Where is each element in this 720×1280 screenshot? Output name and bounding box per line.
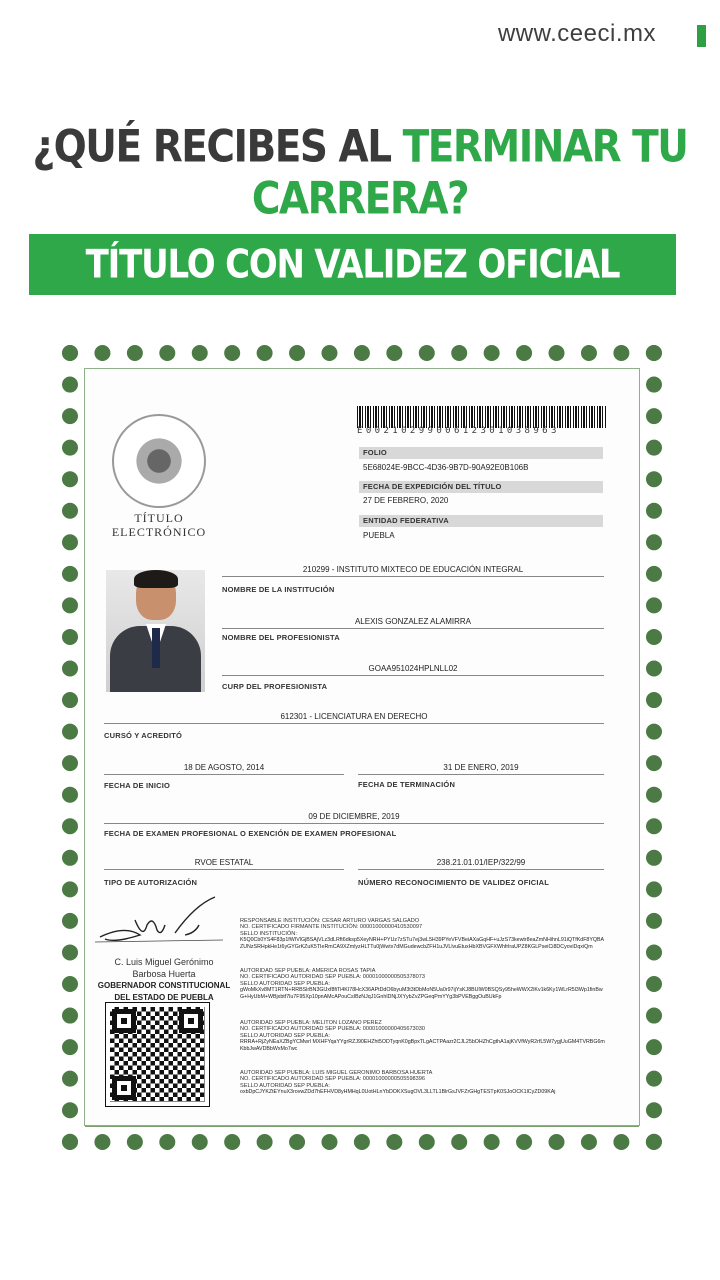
governor-signature <box>95 895 225 950</box>
banner-text: TÍTULO CON VALIDEZ OFICIAL <box>85 241 620 288</box>
seal-caption-line2: ELECTRÓNICO <box>111 525 207 539</box>
fecha-examen-label: FECHA DE EXAMEN PROFESIONAL O EXENCIÓN DE EXAMEN PROFESIONAL <box>104 829 397 838</box>
entidad-value: PUEBLA <box>363 531 395 540</box>
brand-accent-bar <box>697 25 706 47</box>
fecha-terminacion-label: FECHA DE TERMINACIÓN <box>358 780 456 789</box>
institucion-value: 210299 - INSTITUTO MIXTECO DE EDUCACIÓN INTEGRAL <box>222 565 604 577</box>
mexico-seal-icon <box>112 414 206 508</box>
institucion-label: NOMBRE DE LA INSTITUCIÓN <box>222 585 335 594</box>
seal-block-4: AUTORIDAD SEP PUEBLA: LUIS MIGUEL GERONIMO BARBOSA HUERTA NO. CERTIFICADO AUTORIDAD SEP PUEBLA: 00001000000505598396 SELLO AUTORIDAD SEP PUEBLA: oxbDpCJYKZtEYnuX3rovwZDd7hEFHVD8yHMHqL0UotHLnYbDOKXSugOVL3LLTL1BlrGsJVFZrGHgTESTpK0SJoOCK1lCyZD09KAj <box>240 1070 556 1096</box>
folio-value: 5E68024E-9BCC-4D36-9B7D-90A92E0B106B <box>363 463 529 472</box>
headline-part1: ¿QUÉ RECIBES AL <box>32 121 403 173</box>
profesionista-photo <box>106 570 205 692</box>
entidad-label: ENTIDAD FEDERATIVA <box>359 515 603 527</box>
seal-caption-line1: TÍTULO <box>134 511 184 525</box>
seal-block-1: RESPONSABLE INSTITUCIÓN: CESAR ARTURO VARGAS SALGADO NO. CERTIFICADO FIRMANTE INSTITUCIÓN: 00001000000410530097 SELLO INSTITUCIÓN: K5Q0Cb0YS4F83p1fWIVlGjBSAjVLz3dLRft6dksp5XeyNRH+PYUz7zSTu7ej3wL5H39PYeVFVBeiAXaGqHF+uJzS73kewtr8eaZmNHihnL91iQTfKdF8YQBAZUNzSRHpkHe1t6yGYGrKZuK5TIeRmCA9XZmlyzHLTTu0jWwtx7dMGudewcbZFH1uJVLlvuEtuxHbXBVGFXWhfrlraUPZ8KGLPseiCi8DCyoviDqxiQm <box>240 918 605 950</box>
fecha-terminacion-value: 31 DE ENERO, 2019 <box>358 763 604 775</box>
seal-caption <box>104 511 214 539</box>
title-banner <box>29 234 676 295</box>
profesionista-value: ALEXIS GONZALEZ ALAMIRRA <box>222 617 604 629</box>
curp-label: CURP DEL PROFESIONISTA <box>222 682 328 691</box>
reconocimiento-label: NÚMERO RECONOCIMIENTO DE VALIDEZ OFICIAL <box>358 878 550 887</box>
carrera-value: 612301 - LICENCIATURA EN DERECHO <box>104 712 604 724</box>
seal-block-3: AUTORIDAD SEP PUEBLA: MELITON LOZANO PEREZ NO. CERTIFICADO AUTORIDAD SEP PUEBLA: 00001000000405673030 SELLO AUTORIDAD SEP PUEBLA: RRRA+RjZyNEaXZBgYCMwrl MXHFYqaYYgrRZJ90EHZht5ODTyqnK0gBpxTLgACTPAazr2CJL25bOHZhCgthA1ajKVVfWyR2rfL5W7ygjUuGM4TVRBG6mKbbJwAVDBbWxMo7wc <box>240 1020 605 1052</box>
qr-code[interactable] <box>106 1003 209 1106</box>
fecha-expedicion-value: 27 DE FEBRERO, 2020 <box>363 496 449 505</box>
fecha-inicio-value: 18 DE AGOSTO, 2014 <box>104 763 344 775</box>
signer-title1: GOBERNADOR CONSTITUCIONAL <box>97 981 231 990</box>
page-headline <box>0 121 720 225</box>
carrera-label: CURSÓ Y ACREDITÓ <box>104 731 183 740</box>
fecha-examen-value: 09 DE DICIEMBRE, 2019 <box>104 812 604 824</box>
signer-name2: Barbosa Huerta <box>132 969 196 979</box>
headline-part2: TERMINAR TU CARRERA? <box>251 121 688 225</box>
autorizacion-label: TIPO DE AUTORIZACIÓN <box>104 878 198 887</box>
profesionista-label: NOMBRE DEL PROFESIONISTA <box>222 633 340 642</box>
signer-name: C. Luis Miguel Gerónimo <box>114 957 214 967</box>
barcode <box>357 406 607 428</box>
seal-block-2: AUTORIDAD SEP PUEBLA: AMERICA ROSAS TAPIA NO. CERTIFICADO AUTORIDAD SEP PUEBLA: 00001000000505378073 SELLO AUTORIDAD SEP PUEBLA: gWoMkXv8MT1RTN+RRBSlrBN3GlJxf8fiTi4KI78HcX36APtDdO6byuM3t3tDbMoN5Ua0r97ijYsKJ8BUlW0BSQSy95heWWX2lKv1k6Ky1WLrR5l3Wp1finBwG+HyUbM+WBjxbtf7lu7F95Xp10pnAMcAPouCsIBzNJqJ1GnhlDNjJXYybZvZPGeqPmYYg3bPVEBggOuBUkFp <box>240 968 603 1000</box>
curp-value: GOAA951024HPLNLL02 <box>222 664 604 676</box>
reconocimiento-value: 238.21.01.01/IEP/322/99 <box>358 858 604 870</box>
fecha-expedicion-label: FECHA DE EXPEDICIÓN DEL TÍTULO <box>359 481 603 493</box>
signer-title2: DEL ESTADO DE PUEBLA <box>114 993 214 1002</box>
signer-block <box>84 956 244 1004</box>
autorizacion-value: RVOE ESTATAL <box>104 858 344 870</box>
fecha-inicio-label: FECHA DE INICIO <box>104 781 171 790</box>
folio-label: FOLIO <box>359 447 603 459</box>
barcode-number: E002102990061230103896​3 <box>357 426 560 436</box>
site-url[interactable]: www.ceeci.mx <box>497 20 656 47</box>
